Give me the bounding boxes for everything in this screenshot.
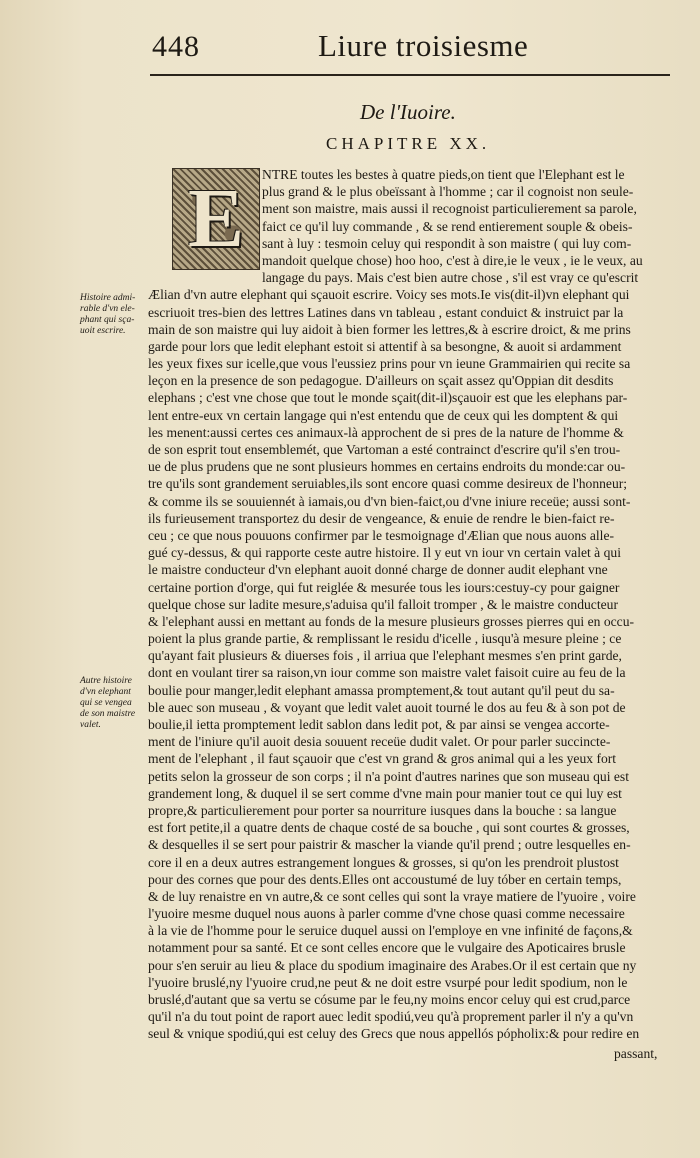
body-line: boulie pour manger,ledit elephant amassa promptement,& tout autant qu'il peut du sa- bbox=[148, 682, 615, 698]
side-note-line: rable d'vn ele- bbox=[80, 304, 135, 314]
body-line: grandement long, & duquel il se sert comme d'vne main pour manier tout ce qui luy est bbox=[148, 785, 622, 801]
body-text bbox=[148, 166, 676, 1043]
body-line: de son esprit tout ensemblemét, que Vartoman a esté contrainct d'escrire qu'il s'en trou- bbox=[148, 442, 621, 457]
body-line: tre qu'ils sont grandement seruiables,ils sont encore quasi comme desireux de l'honneur; bbox=[148, 476, 628, 492]
body-line: pour des cornes que pour des dents.Elles ont accoustumé de luy tóber en certain temps, bbox=[148, 871, 622, 887]
body-line: propre,& particulierement pour porter sa nourriture iusques dans la bouche : sa langue bbox=[148, 802, 617, 818]
body-line: garde pour lors que ledit elephant estoit si attentif à sa besongne, & auoit si ardamment bbox=[148, 338, 622, 354]
body-line: dont en voulant tirer sa raison,vn iour comme son maistre valet faisoit cuire au feu de la bbox=[148, 665, 626, 681]
body-line: poient la plus grande partie, & remplissant le residu d'icelle , iusqu'à mesure pleine ; ce bbox=[148, 631, 622, 647]
body-line: core il en a deux autres estrangement longues & grosses, si qu'on les prendroit plustost bbox=[148, 854, 619, 870]
body-line: ceu ; ce que nous pouuons confirmer par le tesmoignage d'Ælian que nous auons alle- bbox=[148, 527, 615, 543]
side-note-line: phant qui sça- bbox=[80, 315, 135, 325]
section-title: De l'Iuoire. bbox=[360, 100, 456, 124]
body-line: ils furieusement transportez du desir de vengeance, & enuie de rendre le bien-faict re- bbox=[148, 510, 615, 526]
body-line: certaine portion d'orge, qui fut reiglée & mesurée tous les iours:cestuy-cy pour gaigner bbox=[148, 579, 620, 595]
body-line: Ælian d'vn autre elephant qui sçauoit escrire. Voicy ses mots.Ie vis(dit-il)vn elephant qui bbox=[148, 287, 630, 303]
body-line: & comme ils se souuiennét à iamais,ou d'vn bien-faict,ou d'vne iniure receüe; aussi sont- bbox=[148, 493, 631, 509]
body-line: à la vie de l'homme pour le seruice duquel aussi on l'employe en vne infinité de façons,& bbox=[148, 923, 633, 939]
decorated-initial-letter: E bbox=[187, 172, 245, 265]
catchword: passant, bbox=[614, 1046, 658, 1061]
side-note-elephant-revenge bbox=[80, 676, 146, 731]
body-line: ment de l'elephant , il faut sçauoir que c'est vn grand & gros animal qui a les yeux fort bbox=[148, 751, 617, 767]
chapter-title: CHAPITRE XX. bbox=[326, 134, 491, 153]
body-line: pour s'en seruir au lieu & place du spodium imaginaire des Arabes.Or il est certain que ny bbox=[148, 957, 637, 973]
body-line: ment son maistre, mais aussi il recognoist particulierement sa parole, bbox=[262, 201, 637, 217]
header-rule bbox=[150, 74, 670, 76]
body-line: ble auec son museau , & voyant que ledit valet auoit tourné le dos au feu & à son pot de bbox=[148, 699, 626, 715]
body-line: l'yuoire mesme duquel nous auons à parler comme d'vne chose quasi comme necessaire bbox=[148, 906, 625, 922]
body-line: le maistre conducteur d'vn elephant auoit donné charge de donner audit elephant vne bbox=[148, 562, 608, 578]
body-line: les menent:aussi certes ces animaux-là approchent de si pres de la nature de l'homme & bbox=[148, 424, 624, 440]
body-line: petits selon la grosseur de son corps ; il n'a point d'autres narines que son museau qui est bbox=[148, 768, 629, 784]
side-note-line: de son maistre bbox=[80, 709, 136, 719]
page-number: 448 bbox=[152, 30, 200, 63]
body-line: boulie,il ietta promptement ledit sablon dans ledit pot, & par ainsi se vengea accorte- bbox=[148, 717, 610, 732]
body-line: & desquelles il se sert pour paistrir & mascher la viande qu'il prend ; outre lesquelles en- bbox=[148, 837, 631, 853]
body-line: faict ce qu'il luy commande , & se rend entierement souple & obeis- bbox=[262, 218, 633, 234]
body-line: lent entre-eux vn certain langage qui n'est entendu que de ceux qui les domptent & qui bbox=[148, 407, 619, 423]
body-line: qu'ayant fait plusieurs & diuerses fois , il arriua que l'elephant mesmes s'en print garde, bbox=[148, 648, 622, 664]
body-line: NTRE toutes les bestes à quatre pieds,on tient que l'Elephant est le bbox=[262, 167, 625, 182]
side-note-line: uoit escrire. bbox=[80, 326, 126, 336]
body-line: notamment pour sa santé. Et ce sont celles encore que le vulgaire des Apoticaires brusle bbox=[148, 940, 626, 956]
side-note-line: Histoire admi- bbox=[80, 293, 136, 303]
body-line: ue de plus prudens que ne sont plusieurs hommes en certains endroits du monde:car ou- bbox=[148, 459, 626, 475]
side-note-line: valet. bbox=[80, 720, 101, 730]
body-line: ment de l'iniure qu'il auoit desia souuent receüe dudit valet. Or pour parler succincte- bbox=[148, 734, 611, 750]
body-line: mandoit quelque chose) hoo hoo, c'est à dire,ie le veux , ie le veux, au bbox=[262, 252, 643, 268]
side-note-line: qui se vengea bbox=[80, 698, 132, 708]
body-line: escriuoit tres-bien des lettres Latines dans vn tableau , estant conduict & instruict par la bbox=[148, 304, 624, 320]
body-line: & de luy renaistre en vn autre,& ce sont celles qui sont la vraye matiere de l'yuoire , voire bbox=[148, 888, 636, 904]
body-line: langage du pays. Mais c'est bien autre chose , s'il est vray ce qu'escrit bbox=[262, 270, 639, 286]
side-note-elephant-writing bbox=[80, 293, 146, 337]
body-line: quelque chose sur ladite mesure,s'aduisa qu'il falloit tromper , & le maistre conducteur bbox=[148, 596, 618, 612]
body-line: sant à luy : tesmoin celuy qui respondit à son maistre ( qui luy com- bbox=[262, 235, 632, 251]
running-head: Liure troisiesme bbox=[318, 28, 529, 63]
body-line: elephans ; c'est vne chose que tout le monde sçait(dit-il)sçauoir est que les elephans par- bbox=[148, 390, 628, 406]
body-line: leçon en la presence de son pedagogue. D'ailleurs on sçait assez qu'Oppian dit desdits bbox=[148, 373, 614, 389]
body-line: & l'elephant aussi en mettant au fonds de la mesure plusieurs grosses pierres qui en occu- bbox=[148, 613, 635, 629]
side-note-line: Autre histoire bbox=[80, 676, 132, 686]
body-line: plus grand & le plus obeïssant à l'homme ; car il cognoist non seule- bbox=[262, 184, 634, 200]
body-line: main de son maistre qui luy aidoit à bien former les lettres,& à escrire droict, & me prins bbox=[148, 321, 631, 337]
body-line: est fort petite,il a quatre dents de chaque costé de sa bouche , qui sont courtes & grosses, bbox=[148, 820, 630, 836]
body-line: bruslé,d'autant que sa vertu se cósume par le feu,ny moins encor celuy qui est crud,parce bbox=[148, 992, 631, 1007]
body-line: l'yuoire bruslé,ny l'yuoire crud,ne peut & ne doit estre vsurpé pour ledit spodium, non le bbox=[148, 974, 628, 990]
body-line: gué cy-dessus, & qui rapporte ceste autre histoire. Il y eut vn iour vn certain valet à qui bbox=[148, 545, 621, 561]
body-line: seul & vnique spodiú,qui est celuy des Grecs que nous appellós pópholix:& pour redire en bbox=[148, 1026, 640, 1042]
body-line: qu'il n'a du tout point de raport auec ledit spodiú,veu qu'à proprement parler il n'y a qu'vn bbox=[148, 1009, 634, 1025]
body-line: les yeux fixes sur icelle,que vous l'eussiez prins pour vn ieune Grammairien qui recite sa bbox=[148, 356, 631, 372]
side-note-line: d'vn elephant bbox=[80, 687, 131, 697]
